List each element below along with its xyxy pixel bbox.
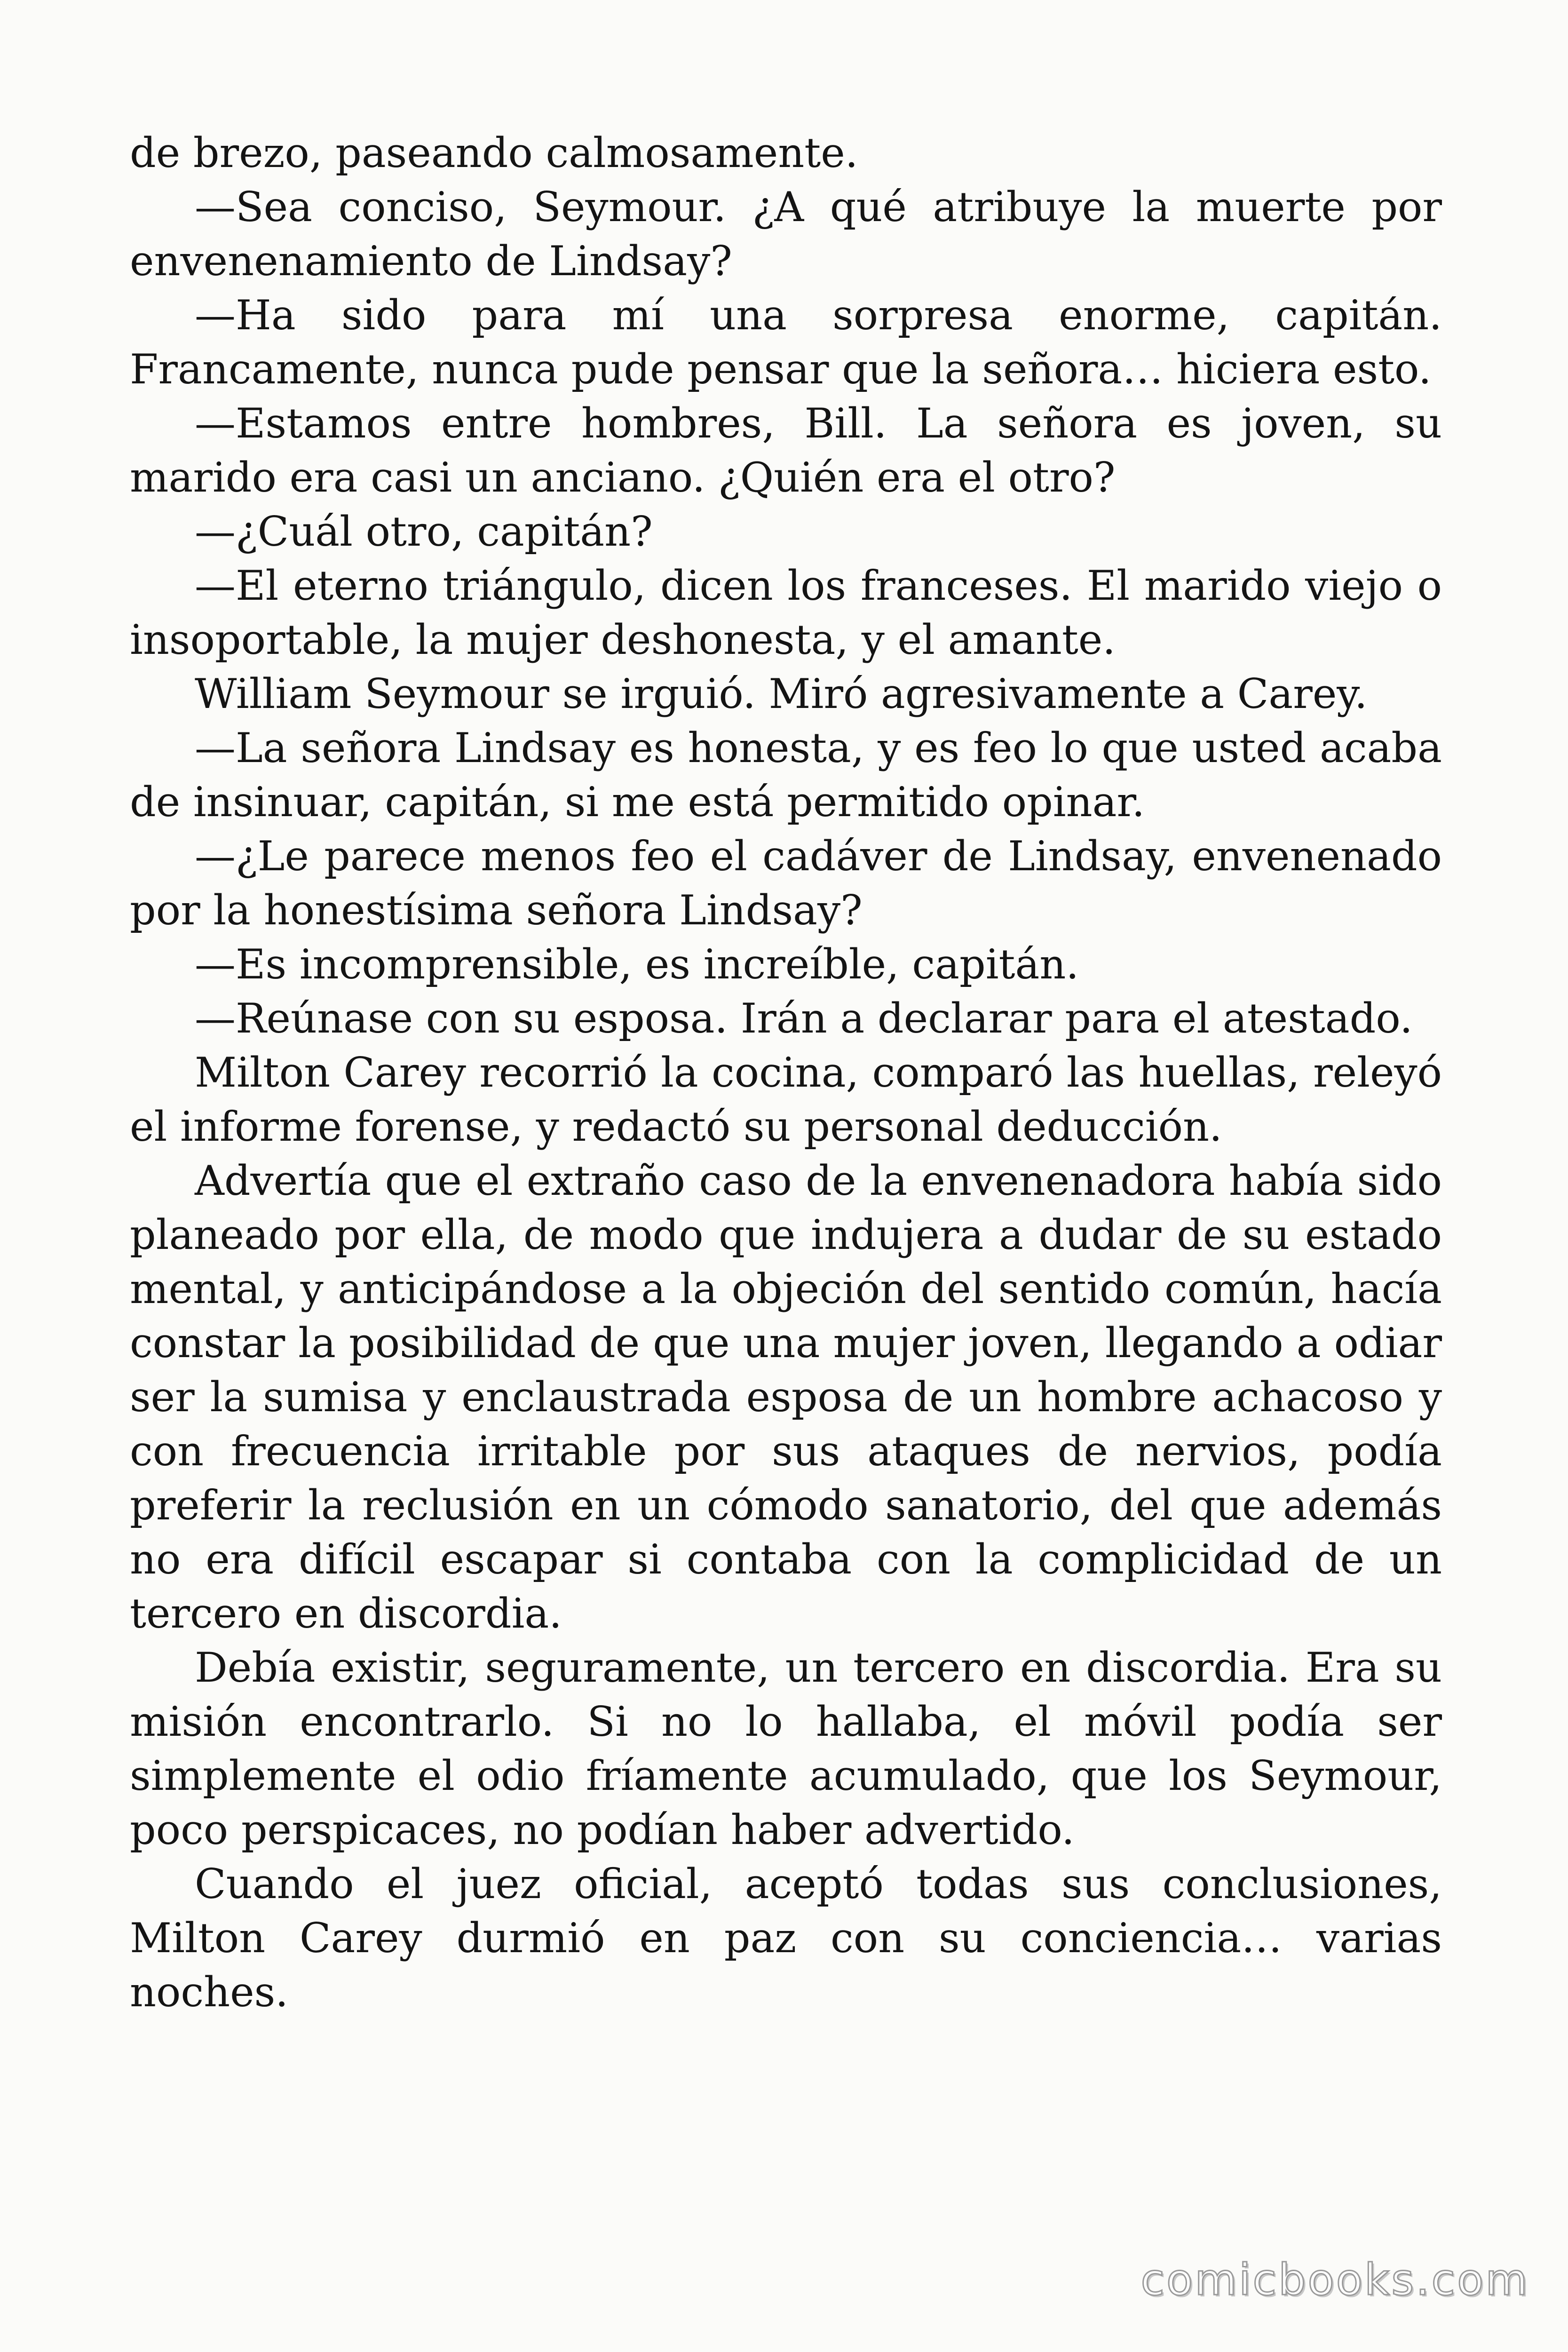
paragraph: —Es incomprensible, es increíble, capitán. — [195, 940, 1079, 988]
paragraph: —La señora Lindsay es honesta, y es feo lo que usted acaba de insinuar, capitán, si me está permitido opinar. — [130, 724, 1442, 826]
paragraph: Milton Carey recorrió la cocina, comparó las huellas, releyó el informe forense, y redactó su personal deducción. — [130, 1049, 1442, 1151]
paragraph: Cuando el juez oficial, aceptó todas sus conclusiones, Milton Carey durmió en paz con su conciencia… varias noches. — [130, 1860, 1442, 2016]
paragraph: —El eterno triángulo, dicen los franceses. El marido viejo o insoportable, la mujer deshonesta, y el amante. — [130, 562, 1442, 664]
paragraph: —¿Cuál otro, capitán? — [195, 508, 653, 556]
paragraph: —Estamos entre hombres, Bill. La señora es joven, su marido era casi un anciano. ¿Quién era el otro? — [130, 399, 1442, 501]
paragraph: —Ha sido para mí una sorpresa enorme, capitán. Francamente, nunca pude pensar que la señora… hiciera esto. — [130, 291, 1442, 393]
paragraph: Advertía que el extraño caso de la envenenadora había sido planeado por ella, de modo que indujera a dudar de su estado mental, y anticipándose a la objeción del sentido común, hacía constar la posibilidad de que una mujer joven, llegando a odiar ser la sumisa y enclaustrada esposa de un hombre achacoso y con frecuencia irritable por sus ataques de nervios, podía preferir la reclusión en un cómodo sanatorio, del que además no era difícil escapar si contaba con la complicidad de un tercero en discordia. — [130, 1157, 1442, 1637]
watermark: comicbooks.com — [1140, 2255, 1529, 2305]
paragraph: —Reúnase con su esposa. Irán a declarar para el atestado. — [195, 994, 1413, 1042]
paragraph: —Sea conciso, Seymour. ¿A qué atribuye la muerte por envenenamiento de Lindsay? — [130, 183, 1442, 285]
paragraph: William Seymour se irguió. Miró agresivamente a Carey. — [195, 670, 1368, 718]
page-body — [130, 126, 1442, 2019]
paragraph-continuation: de brezo, paseando calmosamente. — [130, 129, 858, 177]
paragraph: —¿Le parece menos feo el cadáver de Lindsay, envenenado por la honestísima señora Lindsay? — [130, 832, 1442, 934]
paragraph: Debía existir, seguramente, un tercero en discordia. Era su misión encontrarlo. Si no lo hallaba, el móvil podía ser simplemente el odio fríamente acumulado, que los Seymour, poco perspicaces, no podían haber advertido. — [130, 1644, 1442, 1854]
